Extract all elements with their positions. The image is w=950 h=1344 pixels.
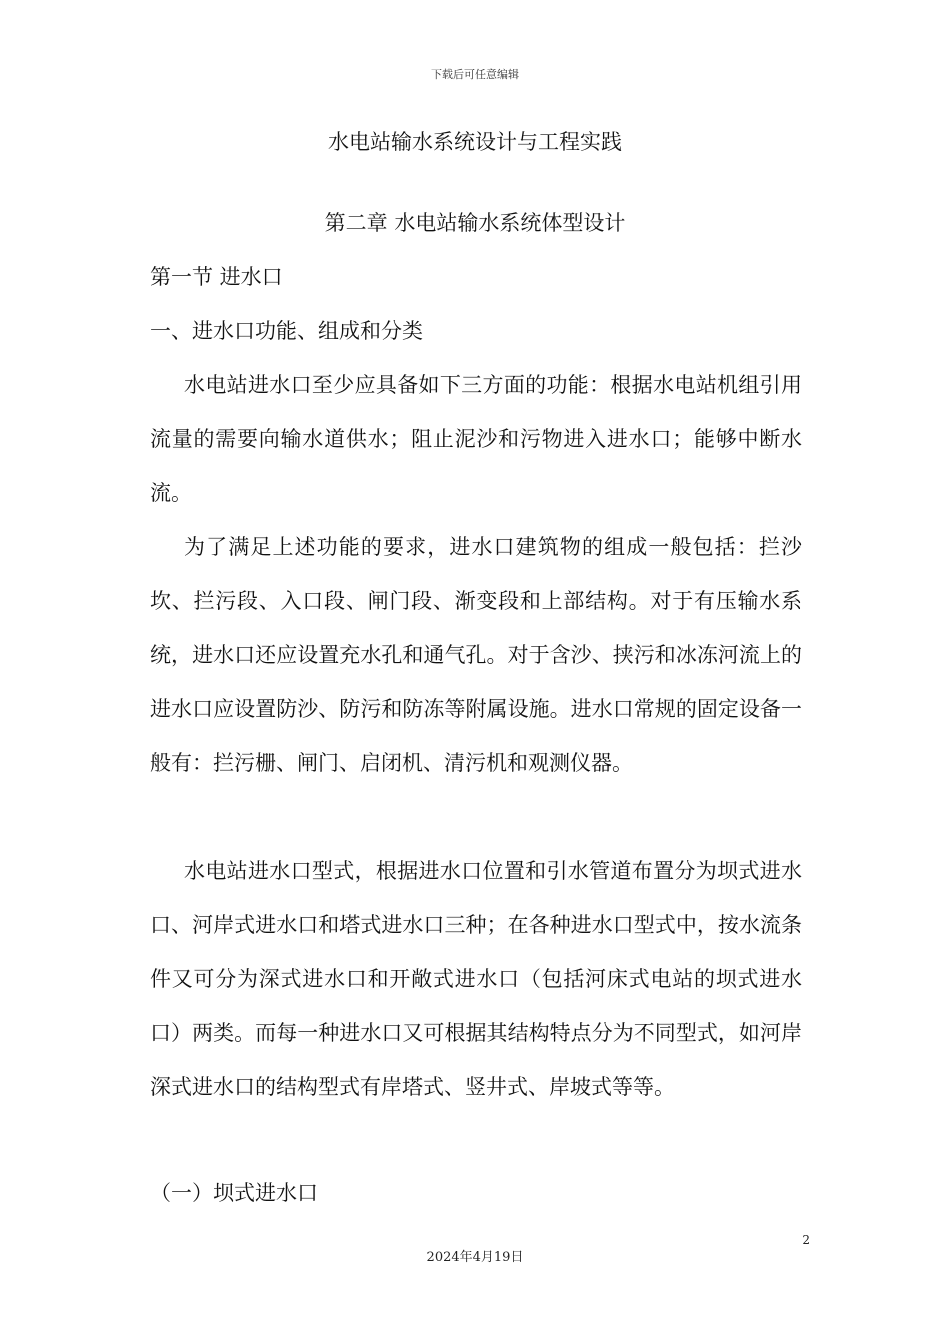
page-number: 2 (802, 1233, 810, 1247)
chapter-title: 第二章 水电站输水系统体型设计 (324, 211, 626, 235)
document-title: 水电站输水系统设计与工程实践 (328, 130, 622, 154)
paragraph-types: 水电站进水口型式，根据进水口位置和引水管道布置分为坝式进水口、河岸式进水口和塔式进水口三种；在各种进水口型式中，按水流条件又可分为深式进水口和开敞式进水口（包括河床式电站的坝式进水口）两类。而每一种进水口又可根据其结构特点分为不同型式，如河岸深式进水口的结构型式有岸塔式、竖井式、岸坡式等等。 (150, 859, 802, 1099)
dam-intake-heading: （一）坝式进水口 (150, 1181, 318, 1205)
paragraph-composition: 为了满足上述功能的要求，进水口建筑物的组成一般包括：拦沙坎、拦污段、入口段、闸门段、渐变段和上部结构。对于有压输水系统，进水口还应设置充水孔和通气孔。对于含沙、挟污和冰冻河流上的进水口应设置防沙、防污和防冻等附属设施。进水口常规的固定设备一般有：拦污栅、闸门、启闭机、清污机和观测仪器。 (150, 535, 802, 775)
header-note: 下载后可任意编辑 (431, 68, 519, 81)
paragraph-functions: 水电站进水口至少应具备如下三方面的功能：根据水电站机组引用流量的需要向输水道供水；阻止泥沙和污物进入进水口；能够中断水流。 (150, 373, 802, 505)
footer-date: 2024年4月19日 (426, 1250, 524, 1265)
section-heading: 第一节 进水口 (150, 265, 283, 289)
subsection-heading: 一、进水口功能、组成和分类 (150, 319, 423, 343)
